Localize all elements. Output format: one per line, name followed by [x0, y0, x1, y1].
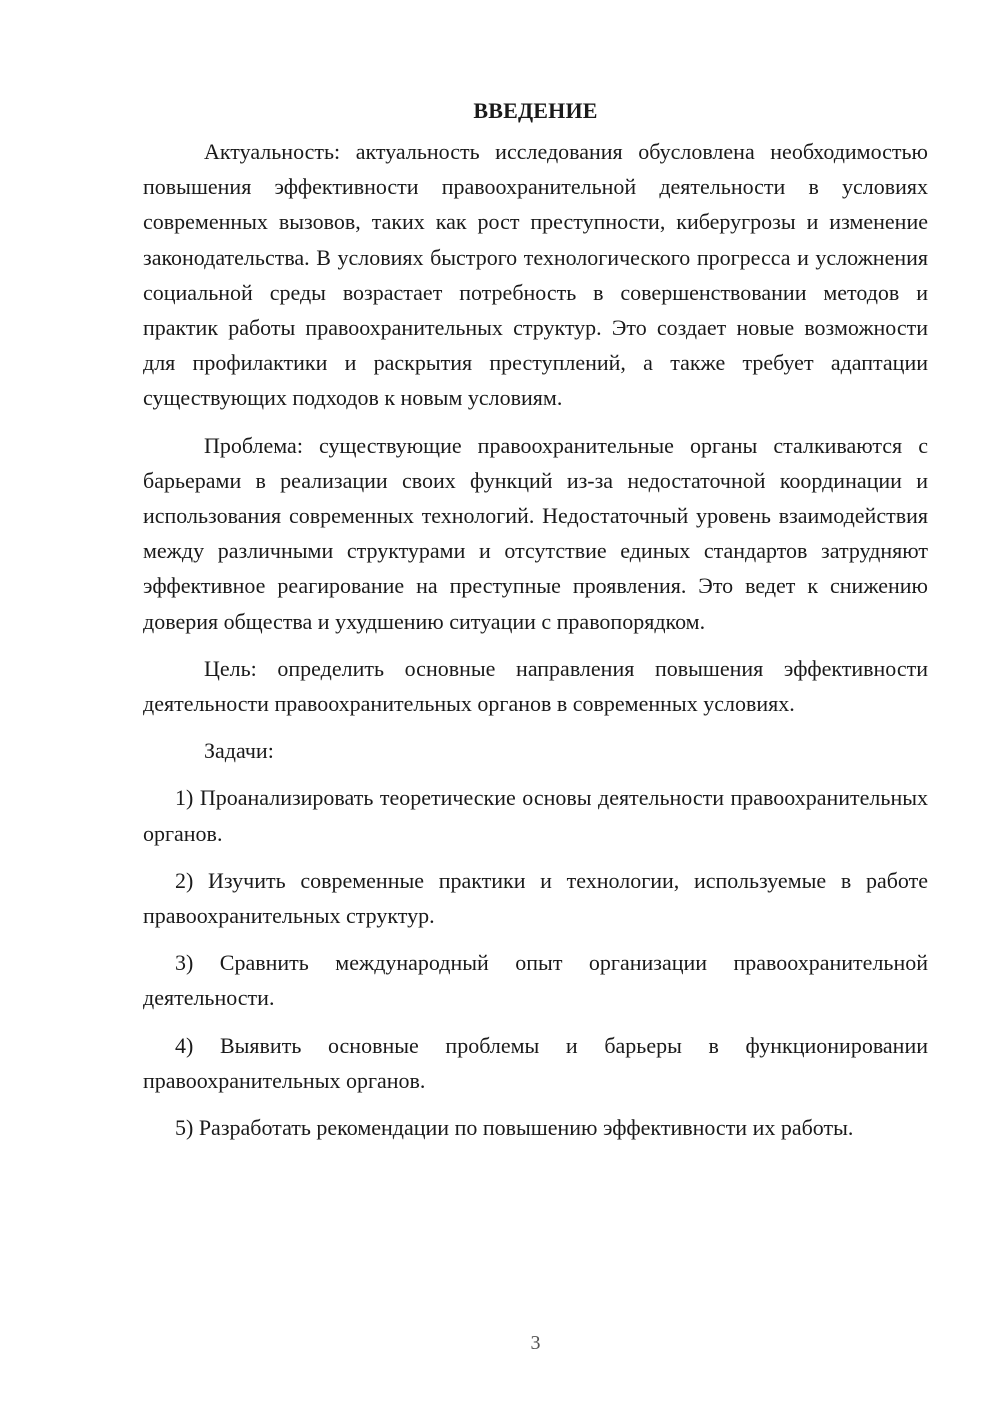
- problem-paragraph: Проблема: существующие правоохранительные органы сталкиваются с барьерами в реализации своих функций из-за недостаточной координации и использования современных технологий. Недостаточный уровень взаимодействия между различными структурами и отсутствие единых стандартов затрудняют эффективное реагирование на преступные проявления. Это ведет к снижению доверия общества и ухудшению ситуации с правопорядком.: [143, 432, 928, 634]
- relevance-paragraph: Актуальность: актуальность исследования обусловлена необходимостью повышения эффективности правоохранительной деятельности в условиях современных вызовов, таких как рост преступности, киберугрозы и изменение законодательства. В условиях быстрого технологического прогресса и усложнения социальной среды возрастает потребность в совершенствовании методов и практик работы правоохранительных структур. Это создает новые возможности для профилактики и раскрытия преступлений, а также требует адаптации существующих подходов к новым условиям.: [143, 139, 928, 411]
- section-heading: ВВЕДЕНИЕ: [473, 98, 598, 123]
- page-number: 3: [530, 1332, 541, 1354]
- tasks-label: Задачи:: [204, 738, 274, 764]
- document-page: [143, 94, 928, 1157]
- task-item-3: 3) Сравнить международный опыт организации правоохранительной деятельности.: [143, 950, 928, 1011]
- goal-paragraph: Цель: определить основные направления повышения эффективности деятельности правоохранительных органов в современных условиях.: [143, 655, 928, 717]
- task-item-1: 1) Проанализировать теоретические основы деятельности правоохранительных органов.: [143, 785, 928, 846]
- task-item-4: 4) Выявить основные проблемы и барьеры в функционировании правоохранительных органов.: [143, 1032, 928, 1093]
- task-item-5: 5) Разработать рекомендации по повышению эффективности их работы.: [175, 1115, 854, 1141]
- task-item-2: 2) Изучить современные практики и технологии, используемые в работе правоохранительных структур.: [143, 867, 928, 929]
